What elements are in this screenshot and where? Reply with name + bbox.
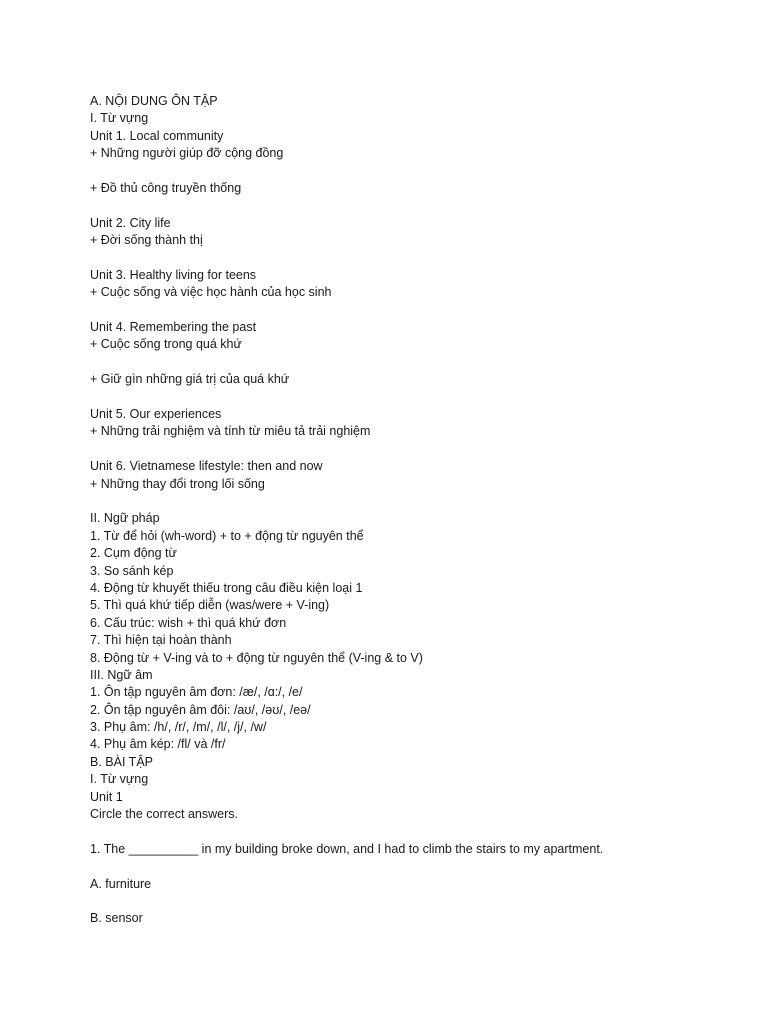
section-heading-a: A. NỘI DUNG ÔN TẬP xyxy=(90,94,218,108)
unit-3-topic-1: + Cuộc sống và việc học hành của học sinh xyxy=(90,285,332,300)
unit-1-title: Unit 1. Local community xyxy=(90,128,224,143)
unit-4-topic-1: + Cuộc sống trong quá khứ xyxy=(90,337,242,352)
grammar-item: 5. Thì quá khứ tiếp diễn (was/were + V-ing) xyxy=(90,598,330,613)
unit-3-title: Unit 3. Healthy living for teens xyxy=(90,267,257,282)
phonetics-item: 4. Phụ âm kép: /fl/ và /fr/ xyxy=(90,737,226,752)
unit-2-topic-1: + Đời sống thành thị xyxy=(90,233,203,248)
unit-2-title: Unit 2. City life xyxy=(90,215,171,230)
blank-line xyxy=(90,441,730,458)
blank-line xyxy=(90,302,730,319)
grammar-item: 1. Từ để hỏi (wh-word) + to + động từ nguyên thể xyxy=(90,528,364,543)
blank-line xyxy=(90,893,730,910)
blank-line xyxy=(90,197,730,214)
unit-6-topic-1: + Những thay đổi trong lối sống xyxy=(90,476,265,491)
blank-line xyxy=(90,823,730,840)
exercise-unit-heading: Unit 1 xyxy=(90,789,123,804)
document-content xyxy=(90,93,730,928)
unit-5-title: Unit 5. Our experiences xyxy=(90,407,222,422)
subsection-heading-vocabulary: I. Từ vựng xyxy=(90,111,149,126)
grammar-item: 6. Cấu trúc: wish + thì quá khứ đơn xyxy=(90,615,287,630)
grammar-item: 2. Cụm động từ xyxy=(90,546,177,561)
blank-line xyxy=(90,493,730,510)
phonetics-item: 2. Ôn tập nguyên âm đôi: /aʊ/, /əʊ/, /eə/ xyxy=(90,702,311,717)
answer-option-b: B. sensor xyxy=(90,911,143,926)
blank-line xyxy=(90,163,730,180)
phonetics-item: 3. Phụ âm: /h/, /r/, /m/, /l/, /j/, /w/ xyxy=(90,720,267,735)
blank-line xyxy=(90,250,730,267)
grammar-item: 8. Động từ + V-ing và to + động từ nguyên thể (V-ing & to V) xyxy=(90,650,423,665)
answer-option-a: A. furniture xyxy=(90,876,152,891)
question-1: 1. The __________ in my building broke down, and I had to climb the stairs to my apartment. xyxy=(90,841,604,856)
section-heading-b: B. BÀI TẬP xyxy=(90,754,153,769)
unit-4-topic-2: + Giữ gìn những giá trị của quá khứ xyxy=(90,372,290,387)
blank-line xyxy=(90,389,730,406)
exercise-vocabulary-heading: I. Từ vựng xyxy=(90,772,149,787)
unit-1-topic-1: + Những người giúp đỡ cộng đồng xyxy=(90,146,284,161)
blank-line xyxy=(90,858,730,875)
subsection-heading-grammar: II. Ngữ pháp xyxy=(90,511,160,526)
grammar-item: 4. Động từ khuyết thiếu trong câu điều kiện loại 1 xyxy=(90,580,363,595)
exercise-instruction: Circle the correct answers. xyxy=(90,807,238,822)
blank-line xyxy=(90,354,730,371)
phonetics-item: 1. Ôn tập nguyên âm đơn: /æ/, /ɑ:/, /e/ xyxy=(90,685,303,700)
unit-4-title: Unit 4. Remembering the past xyxy=(90,320,257,335)
subsection-heading-phonetics: III. Ngữ âm xyxy=(90,667,153,682)
grammar-item: 7. Thì hiện tại hoàn thành xyxy=(90,633,232,648)
unit-5-topic-1: + Những trải nghiệm và tính từ miêu tả trải nghiệm xyxy=(90,424,371,439)
unit-6-title: Unit 6. Vietnamese lifestyle: then and now xyxy=(90,459,323,474)
unit-1-topic-2: + Đồ thủ công truyền thống xyxy=(90,180,242,195)
grammar-item: 3. So sánh kép xyxy=(90,563,174,578)
